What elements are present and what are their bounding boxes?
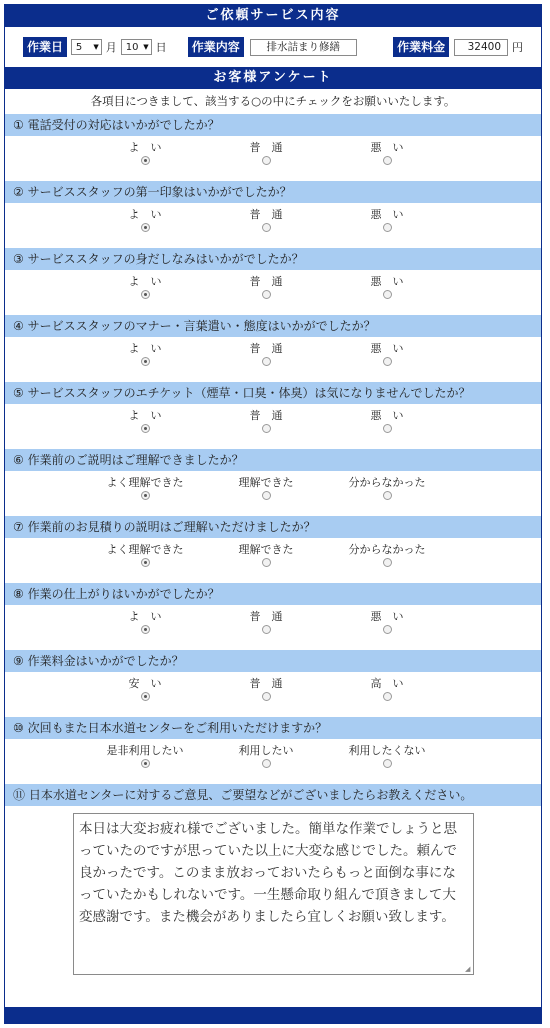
- answer-option[interactable]: [90, 409, 200, 436]
- radio-selected-icon[interactable]: [141, 156, 150, 165]
- answer-option[interactable]: [90, 141, 200, 168]
- question-options: [5, 739, 541, 784]
- radio-unselected-icon[interactable]: [383, 424, 392, 433]
- answer-option[interactable]: [332, 610, 442, 637]
- question-options: [5, 672, 541, 717]
- day-select[interactable]: [121, 39, 152, 55]
- service-header: ご依頼サービス内容: [5, 5, 541, 27]
- radio-unselected-icon[interactable]: [383, 156, 392, 165]
- question-block: [5, 315, 541, 382]
- footer-bar: [5, 1007, 541, 1023]
- question-title: ③ サービススタッフの身だしなみはいかがでしたか？: [5, 248, 541, 270]
- answer-label: よ い: [128, 342, 162, 355]
- answer-label: 普 通: [249, 677, 283, 690]
- radio-unselected-icon[interactable]: [262, 156, 271, 165]
- question-options: [5, 270, 541, 315]
- radio-unselected-icon[interactable]: [262, 759, 271, 768]
- radio-unselected-icon[interactable]: [262, 424, 271, 433]
- answer-option[interactable]: [332, 409, 442, 436]
- comment-area: [5, 806, 541, 1004]
- answer-option[interactable]: [90, 543, 200, 570]
- answer-label: 利用したくない: [348, 744, 426, 757]
- answer-label: 安 い: [128, 677, 162, 690]
- question-title: ⑨ 作業料金はいかがでしたか？: [5, 650, 541, 672]
- answer-option[interactable]: [211, 677, 321, 704]
- answer-label: よ い: [128, 610, 162, 623]
- answer-label: 分からなかった: [348, 476, 426, 489]
- answer-label: よ い: [128, 275, 162, 288]
- answer-option[interactable]: [332, 275, 442, 302]
- radio-selected-icon[interactable]: [141, 223, 150, 232]
- answer-label: 普 通: [249, 141, 283, 154]
- radio-selected-icon[interactable]: [141, 759, 150, 768]
- fee-field[interactable]: 32400: [454, 39, 508, 56]
- answer-option[interactable]: [211, 543, 321, 570]
- answer-option[interactable]: [90, 476, 200, 503]
- answer-option[interactable]: [211, 476, 321, 503]
- radio-selected-icon[interactable]: [141, 491, 150, 500]
- question-title: ④ サービススタッフのマナー・言葉遣い・態度はいかがでしたか？: [5, 315, 541, 337]
- question-options: [5, 538, 541, 583]
- radio-unselected-icon[interactable]: [383, 759, 392, 768]
- comment-title: ⑪ 日本水道センターに対するご意見、ご要望などがございましたらお教えください。: [5, 784, 541, 806]
- question-options: [5, 337, 541, 382]
- radio-selected-icon[interactable]: [141, 692, 150, 701]
- answer-label: よ い: [128, 208, 162, 221]
- radio-selected-icon[interactable]: [141, 625, 150, 634]
- answer-label: よ い: [128, 409, 162, 422]
- answer-option[interactable]: [211, 275, 321, 302]
- question-block: [5, 516, 541, 583]
- question-options: [5, 136, 541, 181]
- answer-option[interactable]: [332, 543, 442, 570]
- answer-label: 普 通: [249, 275, 283, 288]
- content-field[interactable]: 排水詰まり修繕: [250, 39, 357, 56]
- answer-option[interactable]: [332, 342, 442, 369]
- question-options: [5, 404, 541, 449]
- service-details: [5, 27, 541, 67]
- answer-label: よく理解できた: [106, 476, 184, 489]
- question-block: [5, 449, 541, 516]
- radio-selected-icon[interactable]: [141, 558, 150, 567]
- answer-label: 悪 い: [370, 208, 404, 221]
- answer-label: 悪 い: [370, 141, 404, 154]
- answer-label: 理解できた: [238, 543, 294, 556]
- radio-unselected-icon[interactable]: [262, 290, 271, 299]
- question-block: [5, 650, 541, 717]
- radio-selected-icon[interactable]: [141, 290, 150, 299]
- answer-option[interactable]: [90, 275, 200, 302]
- answer-label: 普 通: [249, 409, 283, 422]
- month-unit: 月: [105, 41, 117, 54]
- radio-unselected-icon[interactable]: [262, 692, 271, 701]
- survey-intro: 各項目につきまして、該当する○の中にチェックをお願いいたします。: [90, 94, 456, 108]
- radio-selected-icon[interactable]: [141, 424, 150, 433]
- radio-unselected-icon[interactable]: [383, 491, 392, 500]
- answer-label: 普 通: [249, 342, 283, 355]
- answer-option[interactable]: [211, 744, 321, 771]
- answer-option[interactable]: [332, 744, 442, 771]
- question-options: [5, 203, 541, 248]
- answer-option[interactable]: [332, 141, 442, 168]
- answer-option[interactable]: [90, 677, 200, 704]
- survey-form: [4, 4, 542, 1024]
- answer-label: 是非利用したい: [106, 744, 184, 757]
- dropdown-arrow-icon: ▼: [143, 43, 149, 51]
- radio-unselected-icon[interactable]: [383, 625, 392, 634]
- question-title: ⑧ 作業の仕上がりはいかがでしたか？: [5, 583, 541, 605]
- answer-option[interactable]: [332, 677, 442, 704]
- question-block: [5, 382, 541, 449]
- question-block: [5, 181, 541, 248]
- answer-label: 悪 い: [370, 409, 404, 422]
- answer-label: 悪 い: [370, 610, 404, 623]
- survey-header: お客様アンケート: [5, 67, 541, 89]
- date-label: 作業日: [23, 37, 67, 57]
- question-options: [5, 471, 541, 516]
- answer-option[interactable]: [211, 610, 321, 637]
- question-block: [5, 114, 541, 181]
- answer-label: 高 い: [370, 677, 404, 690]
- fee-label: 作業料金: [393, 37, 449, 57]
- answer-option[interactable]: [211, 409, 321, 436]
- month-value: 5: [75, 41, 83, 53]
- dropdown-arrow-icon: ▼: [93, 43, 99, 51]
- radio-unselected-icon[interactable]: [262, 223, 271, 232]
- answer-option[interactable]: [211, 342, 321, 369]
- month-select[interactable]: [71, 39, 102, 55]
- comment-textarea[interactable]: [73, 813, 474, 975]
- question-title: ⑦ 作業前のお見積りの説明はご理解いただけましたか？: [5, 516, 541, 538]
- radio-unselected-icon[interactable]: [262, 558, 271, 567]
- day-value: 10: [125, 41, 139, 53]
- answer-option[interactable]: [211, 208, 321, 235]
- answer-option[interactable]: [332, 476, 442, 503]
- radio-selected-icon[interactable]: [141, 357, 150, 366]
- answer-option[interactable]: [90, 208, 200, 235]
- radio-unselected-icon[interactable]: [262, 625, 271, 634]
- question-list: [5, 114, 541, 784]
- question-title: ① 電話受付の対応はいかがでしたか？: [5, 114, 541, 136]
- question-title: ⑥ 作業前のご説明はご理解できましたか？: [5, 449, 541, 471]
- answer-option[interactable]: [90, 610, 200, 637]
- question-title: ⑤ サービススタッフのエチケット（煙草・口臭・体臭）は気になりませんでしたか？: [5, 382, 541, 404]
- answer-option[interactable]: [211, 141, 321, 168]
- fee-unit: 円: [512, 41, 523, 54]
- question-block: [5, 583, 541, 650]
- radio-unselected-icon[interactable]: [262, 357, 271, 366]
- radio-unselected-icon[interactable]: [383, 357, 392, 366]
- comment-text: 本日は大変お疲れ様でございました。簡単な作業でしょうと思っていたのですが思っていた以上に大変な感じでした。頼んで良かったです。このまま放おっておいたらもっと面倒な事になっていたかもしれないです。一生懸命取り組んで頂きまして大変感謝です。また機会がありましたら宜しくお願い致します。: [79, 821, 457, 925]
- answer-option[interactable]: [332, 208, 442, 235]
- answer-label: よ い: [128, 141, 162, 154]
- answer-label: 理解できた: [238, 476, 294, 489]
- radio-unselected-icon[interactable]: [383, 692, 392, 701]
- content-label: 作業内容: [188, 37, 244, 57]
- answer-label: よく理解できた: [106, 543, 184, 556]
- answer-label: 利用したい: [238, 744, 294, 757]
- answer-label: 悪 い: [370, 275, 404, 288]
- answer-label: 分からなかった: [348, 543, 426, 556]
- question-block: [5, 717, 541, 784]
- answer-label: 悪 い: [370, 342, 404, 355]
- question-title: ⑩ 次回もまた日本水道センターをご利用いただけますか？: [5, 717, 541, 739]
- answer-label: 普 通: [249, 208, 283, 221]
- radio-unselected-icon[interactable]: [383, 223, 392, 232]
- question-options: [5, 605, 541, 650]
- answer-option[interactable]: [90, 744, 200, 771]
- radio-unselected-icon[interactable]: [262, 491, 271, 500]
- answer-label: 普 通: [249, 610, 283, 623]
- day-unit: 日: [155, 41, 167, 54]
- answer-option[interactable]: [90, 342, 200, 369]
- radio-unselected-icon[interactable]: [383, 290, 392, 299]
- radio-unselected-icon[interactable]: [383, 558, 392, 567]
- resize-grip-icon[interactable]: ◢: [465, 965, 471, 973]
- question-block: [5, 248, 541, 315]
- question-title: ② サービススタッフの第一印象はいかがでしたか？: [5, 181, 541, 203]
